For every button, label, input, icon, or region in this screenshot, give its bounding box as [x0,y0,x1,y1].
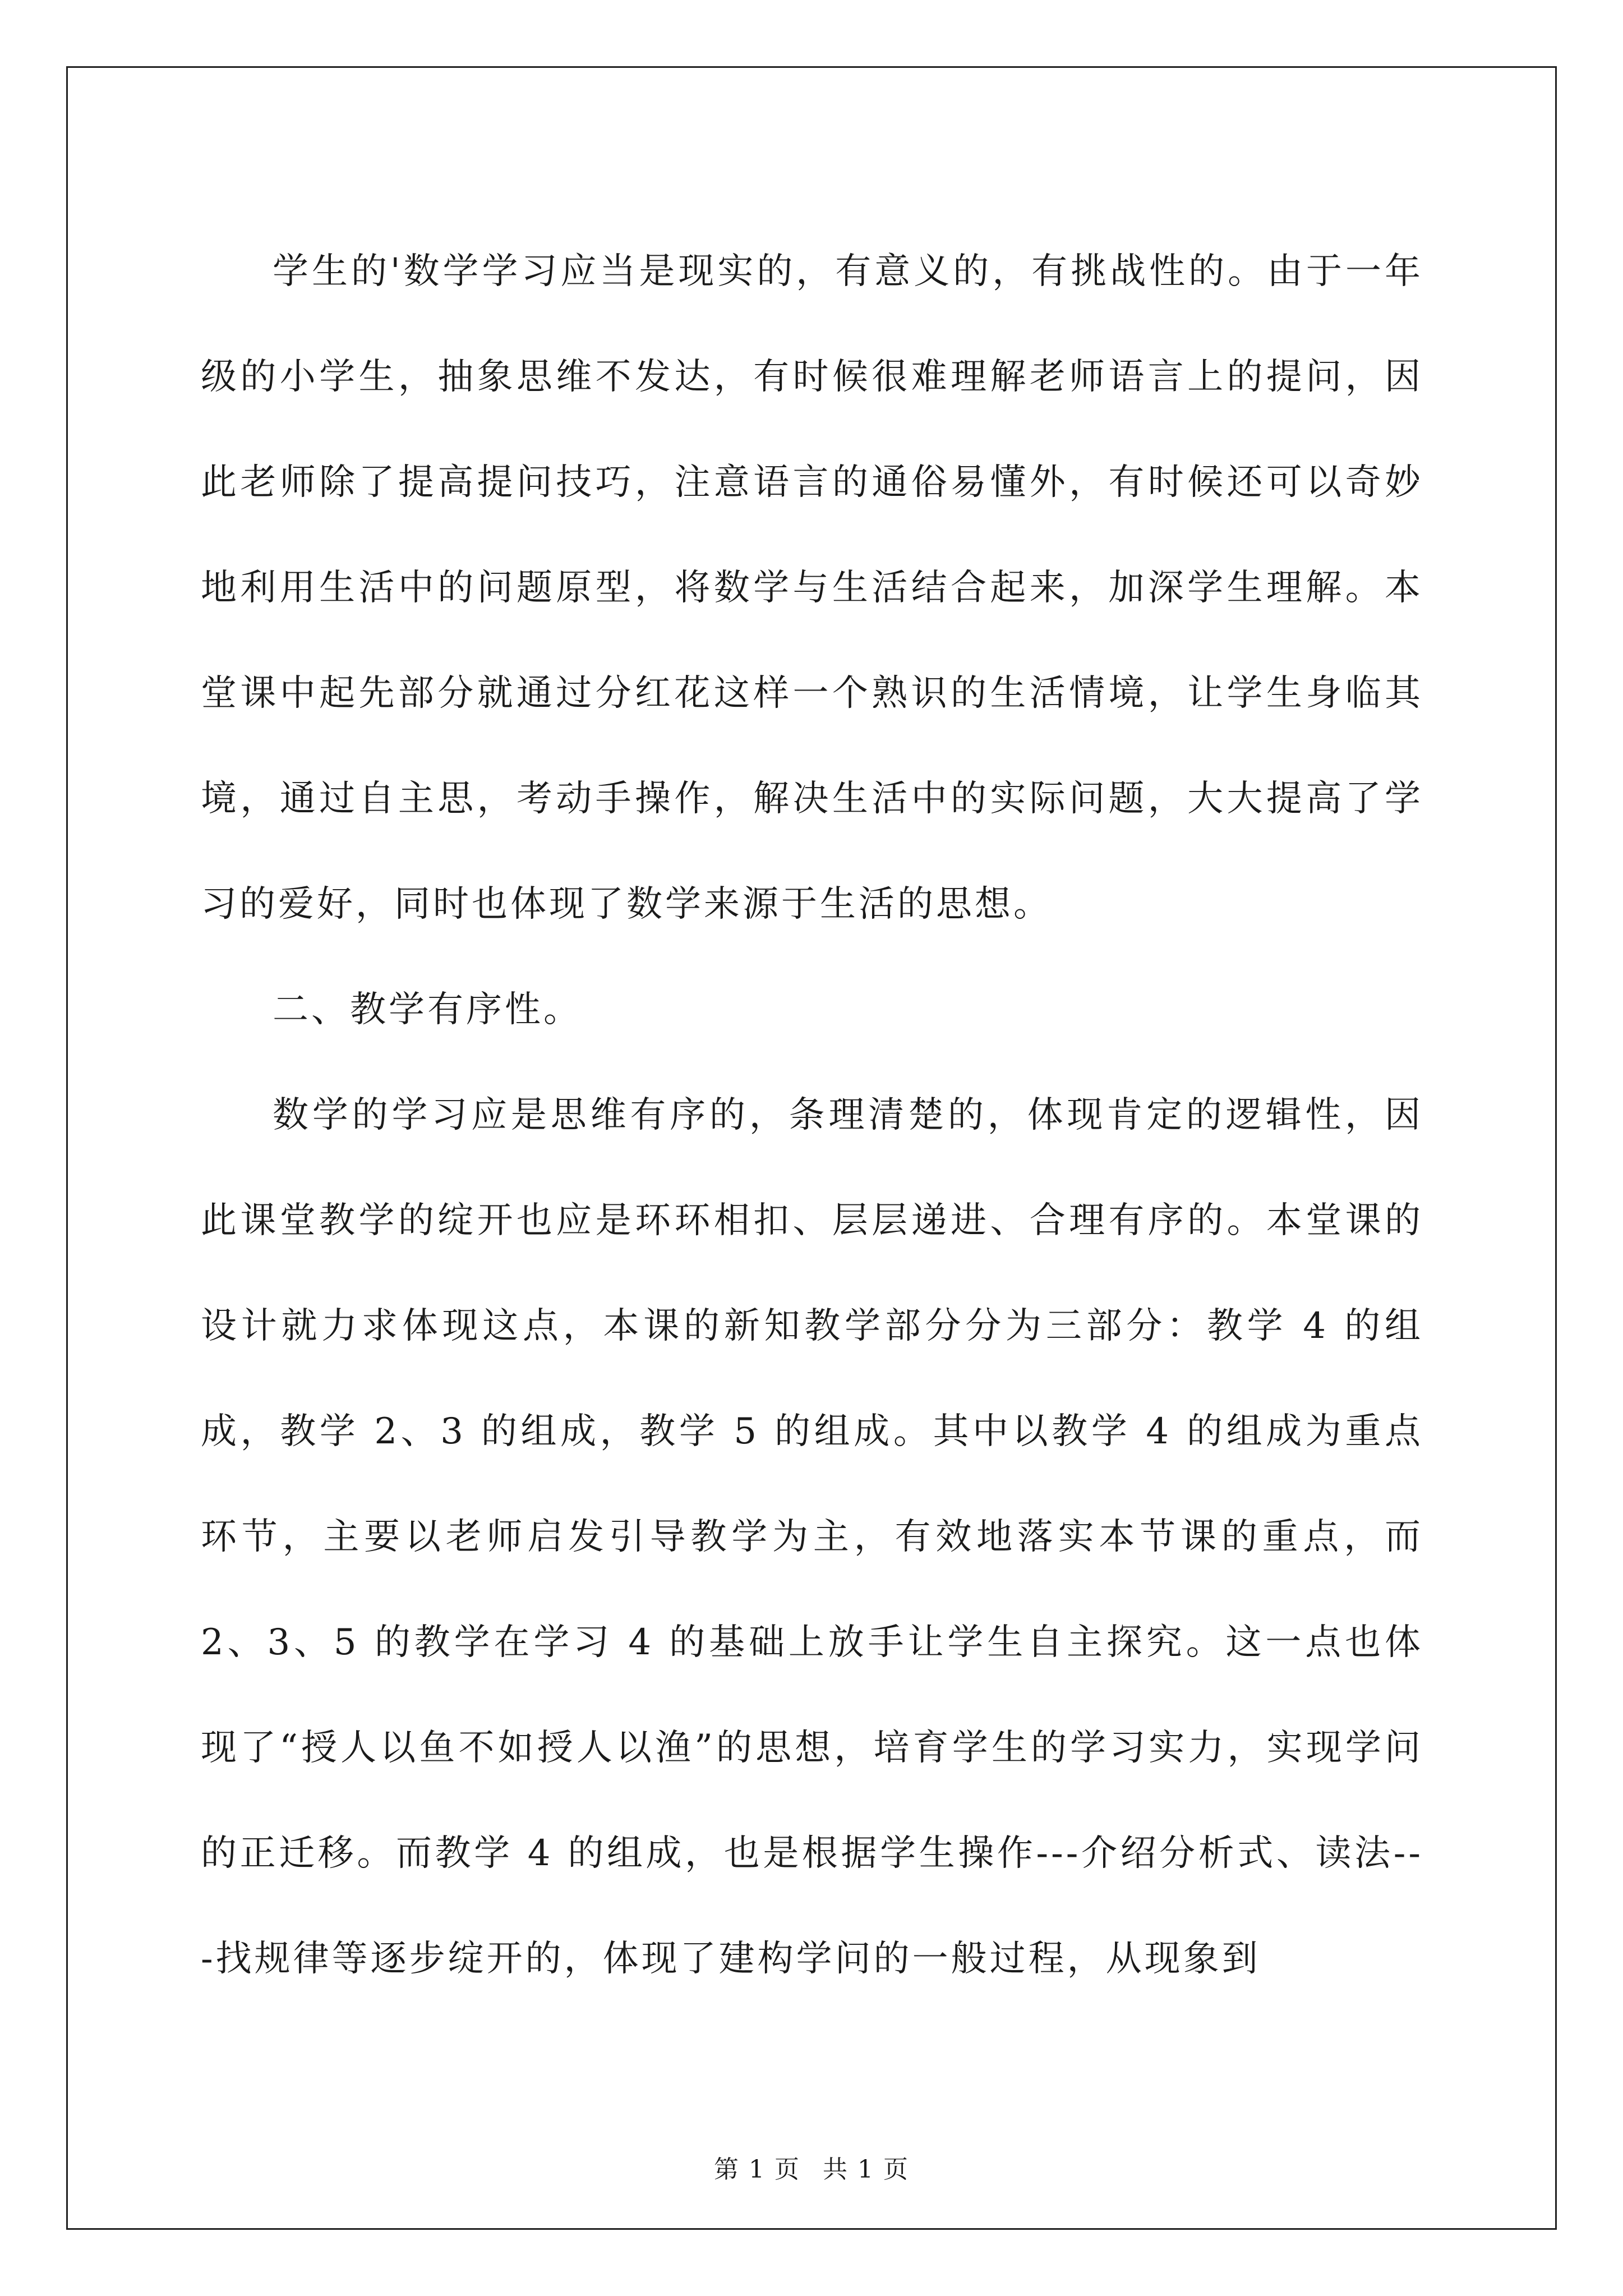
document-body [201,219,1423,2012]
page-footer [0,2153,1623,2187]
page-number: 第 1 页 [714,2155,800,2184]
paragraph-2: 数学的学习应是思维有序的，条理清楚的，体现肯定的逻辑性，因此课堂教学的绽开也应是环环相扣、层层递进、合理有序的。本堂课的设计就力求体现这点，本课的新知教学部分分为三部分：教学 4 的组成，教学 2、3 的组成，教学 5 的组成。其中以教学 4 的组成为重点环节，主要以老师启发引导教学为主，有效地落实本节课的重点，而 2、3、5 的教学在学习 4 的基础上放手让学生自主探究。这一点也体现了“授人以鱼不如授人以渔”的思想，培育学生的学习实力，实现学问的正迁移。而教学 4 的组成，也是根据学生操作---介绍分析式、读法---找规律等逐步绽开的，体现了建构学问的一般过程，从现象到 [201,1094,1423,1980]
page-total: 共 1 页 [823,2155,909,2184]
paragraph-1: 学生的'数学学习应当是现实的，有意义的，有挑战性的。由于一年级的小学生，抽象思维不发达，有时候很难理解老师语言上的提问，因此老师除了提高提问技巧，注意语言的通俗易懂外，有时候还可以奇妙地利用生活中的问题原型，将数学与生活结合起来，加深学生理解。本堂课中起先部分就通过分红花这样一个熟识的生活情境，让学生身临其境，通过自主思，考动手操作，解决生活中的实际问题，大大提高了学习的爱好，同时也体现了数学来源于生活的思想。 [201,251,1423,925]
section-heading: 二、教学有序性。 [273,989,582,1030]
